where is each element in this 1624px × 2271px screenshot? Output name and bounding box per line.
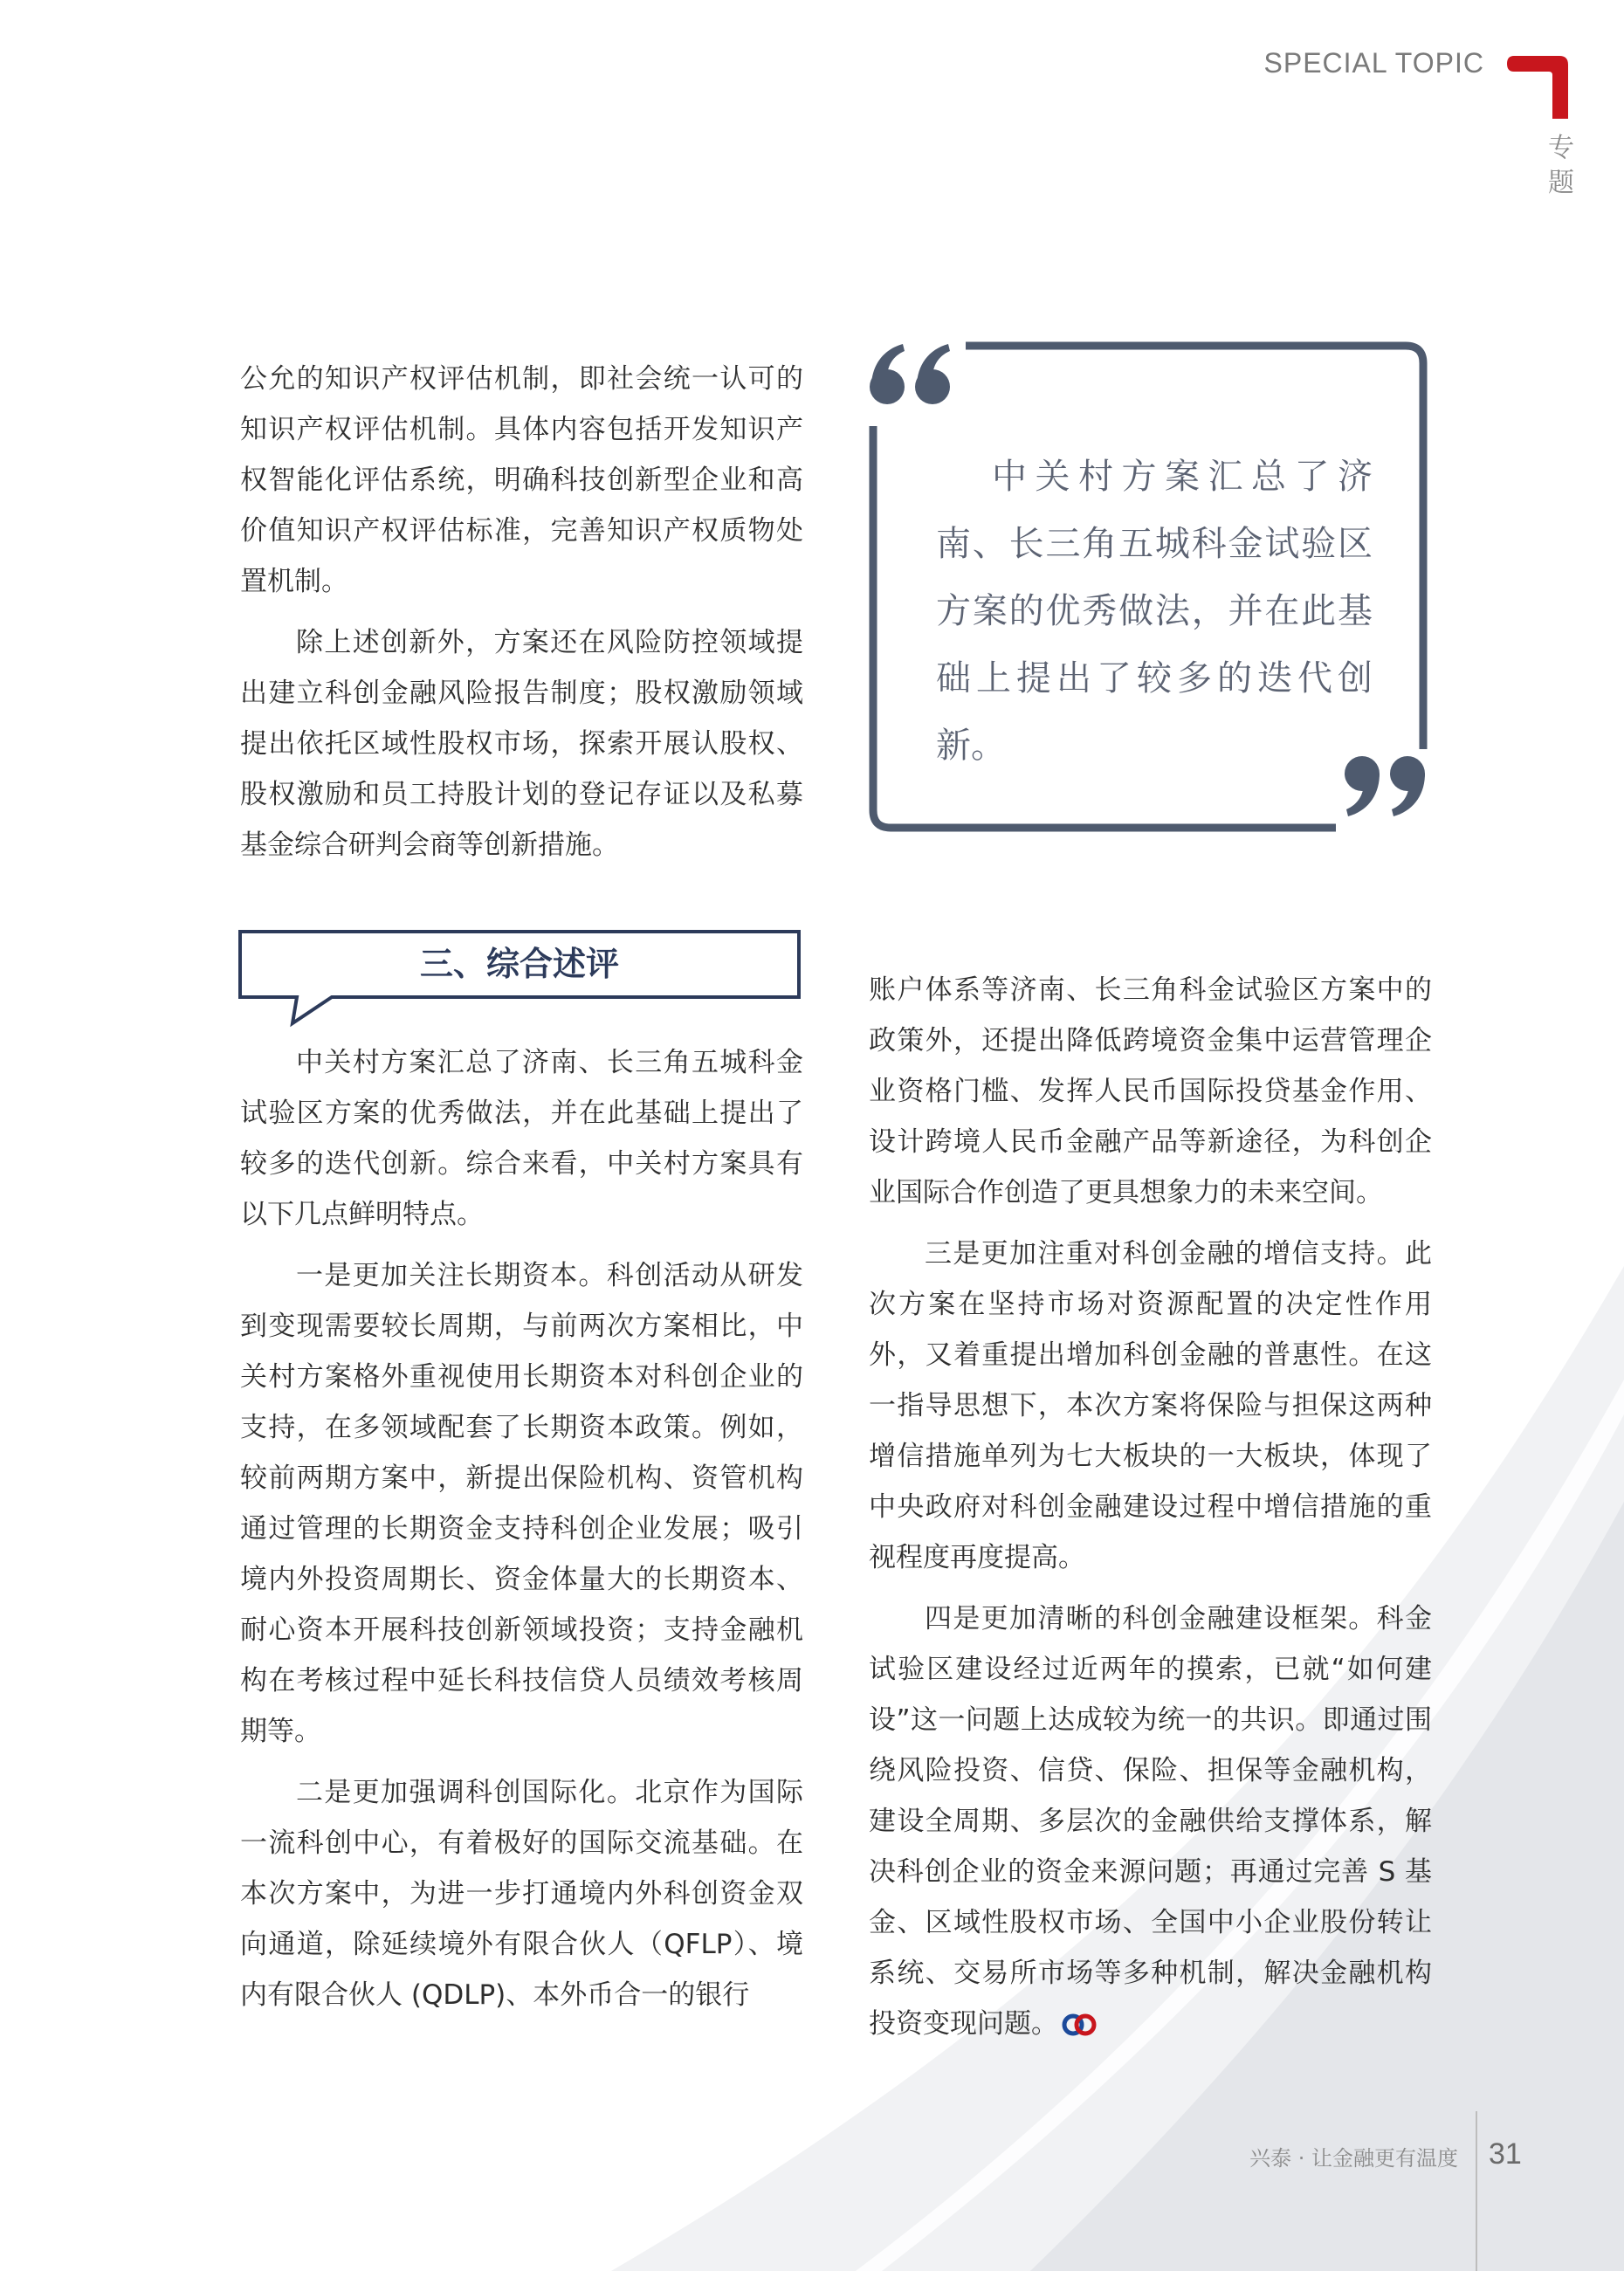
pull-quote-text: 中关村方案汇总了济南、长三角五城科金试验区方案的优秀做法，并在此基础上提出了较多的迭代创新。 [936, 457, 1373, 766]
paragraph: 除上述创新外，方案还在风险防控领域提出建立科创金融风险报告制度；股权激励领域提出依托区域性股权市场，探索开展认股权、股权激励和员工持股计划的登记存证以及私募基金综合研判会商等创新措施。 [240, 627, 803, 861]
left-column-top [240, 354, 803, 871]
page-number: 31 [1489, 2137, 1522, 2171]
paragraph: 公允的知识产权评估机制，即社会统一认可的知识产权评估机制。具体内容包括开发知识产权智能化评估系统，明确科技创新型企业和高价值知识产权评估标准，完善知识产权质物处置机制。 [240, 363, 803, 597]
paragraph: 一是更加关注长期资本。科创活动从研发到变现需要较长周期，与前两次方案相比，中关村方案格外重视使用长期资本对科创企业的支持，在多领域配套了长期资本政策。例如，较前两期方案中，新提出保险机构、资管机构通过管理的长期资金支持科创企业发展；吸引境内外投资周期长、资金体量大的长期资本、耐心资本开展科技创新领域投资；支持金融机构在考核过程中延长科技信贷人员绩效考核周期等。 [240, 1260, 803, 1747]
paragraph-text: 四是更加清晰的科创金融建设框架。科金试验区建设经过近两年的摸索，已就“如何建设”这一问题上达成较为统一的共识。即通过围绕风险投资、信贷、保险、担保等金融机构，建设全周期、多层次的金融供给支撑体系，解决科创企业的资金来源问题；再通过完善 S 基金、区域性股权市场、全国中小企业股份转让系统、交易所市场等多种机制，解决金融机构投资变现问题。 [869, 1603, 1432, 2040]
footer-divider [1476, 2111, 1477, 2271]
right-column [869, 965, 1432, 2049]
section-title: 三、综合述评 [419, 945, 619, 983]
paragraph: 中关村方案汇总了济南、长三角五城科金试验区方案的优秀做法，并在此基础上提出了较多的迭代创新。综合来看，中关村方案具有以下几点鲜明特点。 [240, 1047, 803, 1230]
left-column-bottom [240, 1037, 803, 2020]
paragraph: 账户体系等济南、长三角科金试验区方案中的政策外，还提出降低跨境资金集中运营管理企业资格门槛、发挥人民币国际投贷基金作用、设计跨境人民币金融产品等新途径，为科创企业国际合作创造了更具想象力的未来空间。 [869, 974, 1432, 1208]
paragraph: 三是更加注重对科创金融的增信支持。此次方案在坚持市场对资源配置的决定性作用外，又着重提出增加科创金融的普惠性。在这一指导思想下，本次方案将保险与担保这两种增信措施单列为七大板块的一大板块，体现了中央政府对科创金融建设过程中增信措施的重视程度再度提高。 [869, 1238, 1432, 1573]
open-quote-icon [870, 344, 950, 404]
pull-quote [936, 444, 1373, 780]
paragraph: 二是更加强调科创国际化。北京作为国际一流科创中心，有着极好的国际交流基础。在本次方案中，为进一步打通境内外科创资金双向通道，除延续境外有限合伙人（QFLP）、境内有限合伙人 (QDLP)、本外币合一的银行 [240, 1777, 803, 2011]
paragraph [869, 1593, 1432, 2049]
topic-vertical-label: 专题 [1548, 133, 1574, 198]
footer-slogan: 兴泰 · 让金融更有温度 [1249, 2146, 1458, 2171]
red-corner-mark [1502, 51, 1573, 122]
special-topic-label: SPECIAL TOPIC [1263, 47, 1484, 79]
end-mark-icon [1062, 2013, 1097, 2036]
